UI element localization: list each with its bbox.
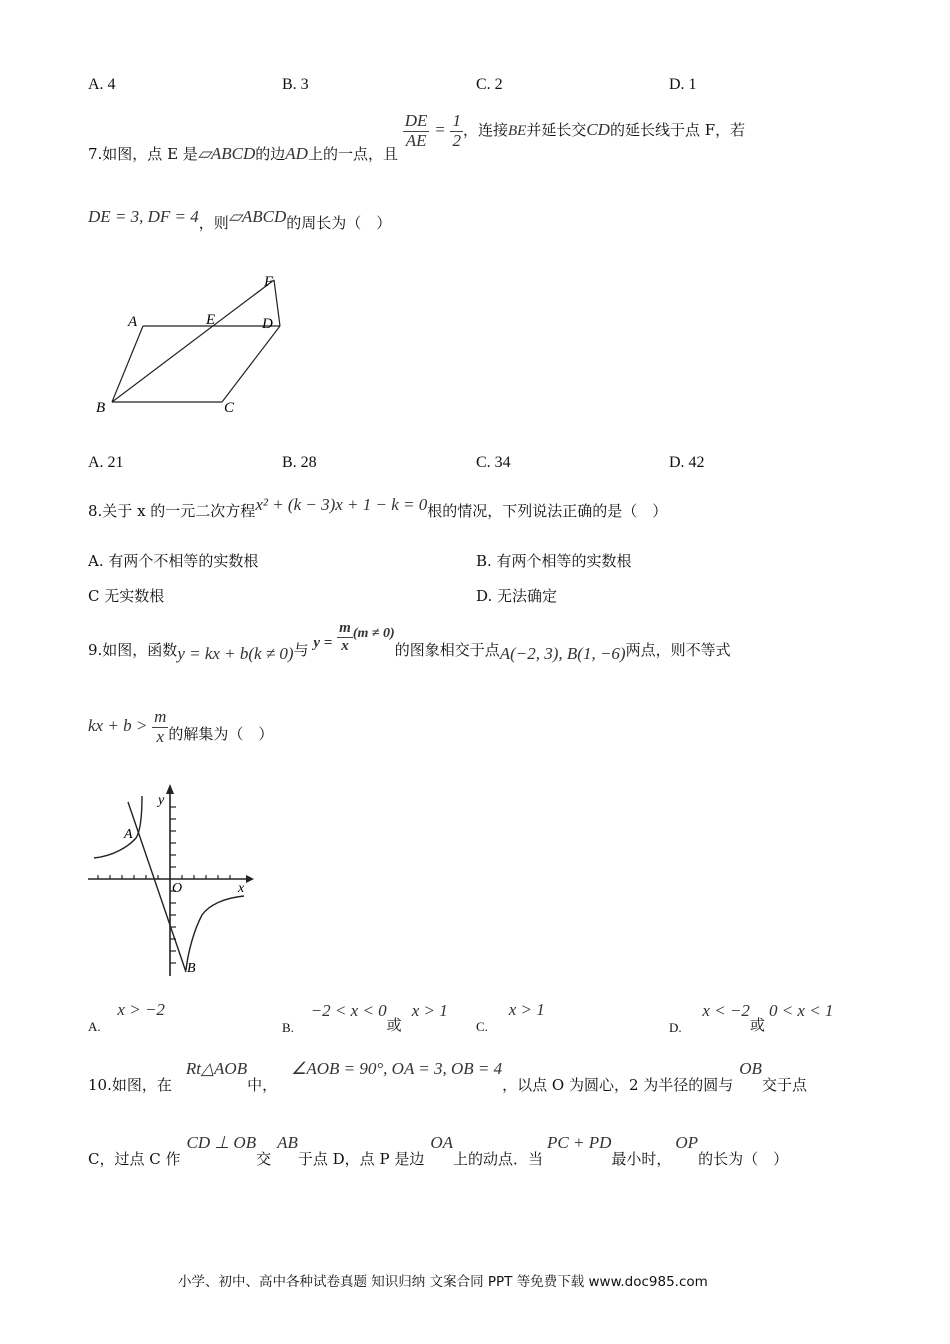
q7-label-d: D <box>262 316 273 332</box>
q8-option-a: A. 有两个不相等的实数根 <box>88 552 259 570</box>
q8-stem: 8.关于 x 的一元二次方程x² + (k − 3)x + 1 − k = 0根的情况，下列说法正确的是（ ） <box>88 495 668 520</box>
q7-option-d: D. 42 <box>669 454 705 471</box>
q7-label-b: B <box>96 400 106 416</box>
q9-label-o: O <box>172 881 183 896</box>
q9-stem-line1: 9.如图，函数y = kx + b(k ≠ 0)与 y = $\frac{m}{x}$ (m ≠ 0)的图象相交于点A(−2, 3), B(1, −6)两点，则不等式 <box>88 620 731 663</box>
q7-label-c: C <box>224 400 235 416</box>
q9-label-a: A <box>124 827 133 842</box>
q9-stem-line2: kx + b > $\frac{m}{x}$ 的解集为（ ） <box>88 707 274 746</box>
q9-label-y: y <box>158 793 165 808</box>
q6-option-b: B. 3 <box>282 76 309 93</box>
q7-label-e: E <box>206 312 216 328</box>
q7-fraction-de-ae: $\frac{DE}{AE}$ <box>404 111 428 150</box>
q9-label-x: x <box>238 881 245 896</box>
q6-option-c: C. 2 <box>476 76 503 93</box>
q9-option-d: D. x < −2或0 < x < 1 <box>669 1001 834 1035</box>
q9-fraction-m-x: $\frac{m}{x}$ <box>339 620 351 654</box>
q7-label-f: F <box>264 274 274 290</box>
q10-stem-line1: 10.如图，在Rt△AOB中，∠AOB = 90°, OA = 3, OB = 4，以点 O 为圆心，2 为半径的圆与OB交于点 <box>88 1059 807 1094</box>
q7-stem-line1: 7.如图，点 E 是▱ABCD的边AD上的一点，且 $\frac{DE}{AE}$ = $\frac{1}{2}$ ，连接BE并延长交CD的延长线于点 F，若 <box>88 111 746 164</box>
q6-option-a: A. 4 <box>88 76 116 93</box>
q9-ineq-fraction: $\frac{m}{x}$ <box>154 707 167 746</box>
q9-label-b: B <box>187 961 196 976</box>
q7-option-a: A. 21 <box>88 454 124 471</box>
q8-option-d: D. 无法确定 <box>476 587 558 605</box>
q9-function-graph <box>84 780 254 980</box>
q6-option-d: D. 1 <box>669 76 697 93</box>
q7-stem-line2: DE = 3, DF = 4，则▱ABCD的周长为（ ） <box>88 207 392 232</box>
q7-label-a: A <box>128 314 138 330</box>
q8-option-c: C 无实数根 <box>88 587 165 605</box>
q7-fraction-half: $\frac{1}{2}$ <box>452 111 461 150</box>
q7-parallelogram-figure <box>88 268 288 420</box>
page-footer: 小学、初中、高中各种试卷真题 知识归纳 文案合同 PPT 等免费下载 www.doc985.com <box>178 1274 708 1290</box>
q9-option-a: A. x > −2 <box>88 1000 165 1034</box>
q7-option-c: C. 34 <box>476 454 511 471</box>
q9-option-b: B. −2 < x < 0或x > 1 <box>282 1001 448 1035</box>
q7-option-b: B. 28 <box>282 454 317 471</box>
q10-stem-line2: C，过点 C 作CD ⊥ OB交AB于点 D，点 P 是边OA上的动点．当PC + PD最小时，OP的长为（ ） <box>88 1133 789 1168</box>
q9-option-c: C. x > 1 <box>476 1000 545 1034</box>
q8-option-b: B. 有两个相等的实数根 <box>476 552 632 570</box>
